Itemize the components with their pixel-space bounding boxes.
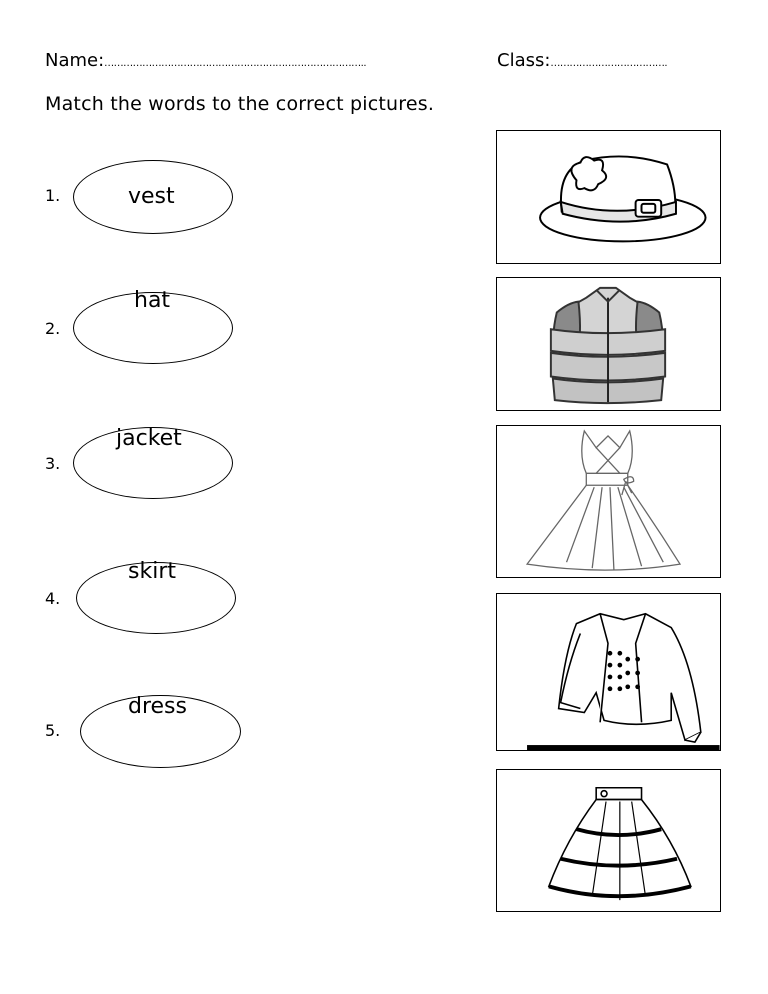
word-label: dress xyxy=(128,694,187,719)
item-number: 4. xyxy=(45,589,61,608)
jacket-icon xyxy=(497,594,720,750)
picture-frame[interactable] xyxy=(496,425,721,578)
item-number: 3. xyxy=(45,454,61,473)
word-label: hat xyxy=(134,288,171,313)
word-label: skirt xyxy=(128,559,176,584)
word-label: vest xyxy=(128,184,175,209)
dress-icon xyxy=(497,426,720,577)
vest-icon xyxy=(497,278,720,410)
name-label: Name: xyxy=(45,50,105,71)
picture-frame[interactable] xyxy=(496,277,721,411)
instructions: Match the words to the correct pictures. xyxy=(45,93,435,115)
black-bar xyxy=(527,745,720,750)
picture-frame[interactable] xyxy=(496,593,721,751)
item-number: 1. xyxy=(45,186,61,205)
name-line[interactable] xyxy=(45,50,366,71)
name-dots: ……………………………………………………………………….. xyxy=(104,58,367,69)
class-label: Class: xyxy=(497,50,551,71)
picture-frame[interactable] xyxy=(496,769,721,912)
item-number: 5. xyxy=(45,721,61,740)
skirt-icon xyxy=(497,770,720,911)
word-label: jacket xyxy=(116,426,182,451)
picture-frame[interactable] xyxy=(496,130,721,264)
hat-icon xyxy=(497,131,720,263)
item-number: 2. xyxy=(45,319,61,338)
class-dots: ………………………………. xyxy=(550,58,668,69)
class-line[interactable] xyxy=(497,50,667,71)
